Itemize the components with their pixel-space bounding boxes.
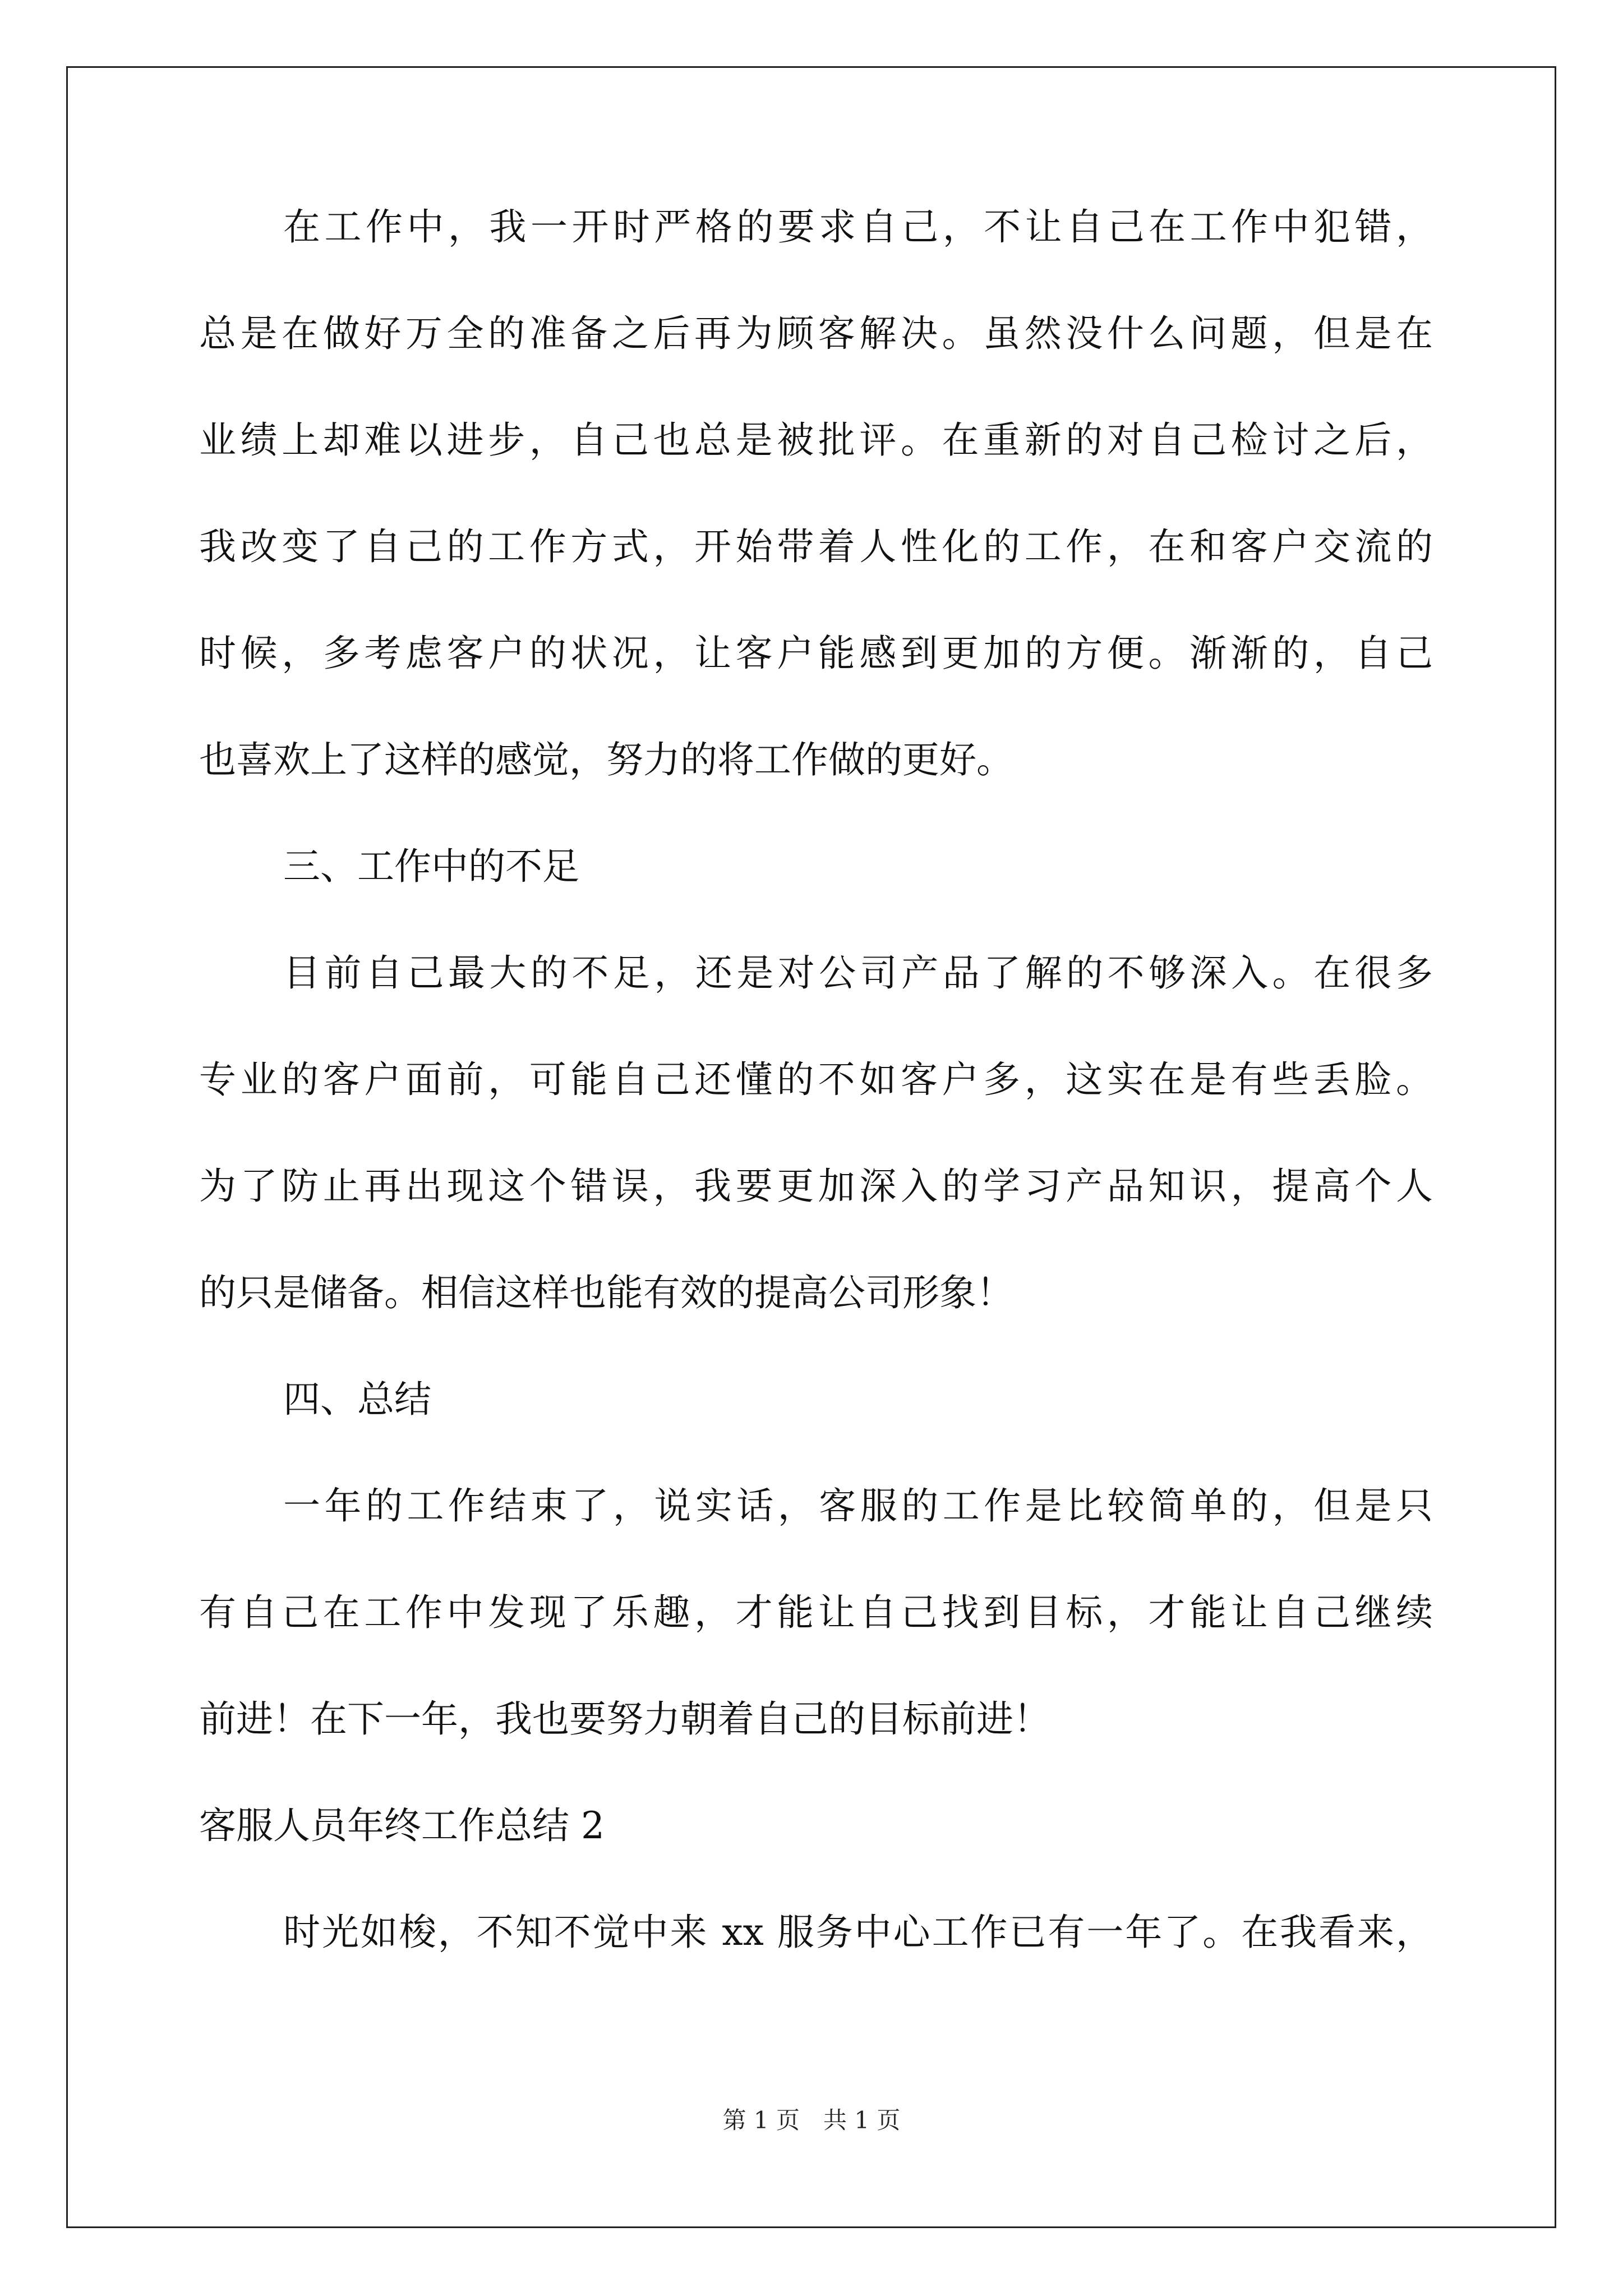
paragraph-line: 在工作中，我一开时严格的要求自己，不让自己在工作中犯错，: [283, 205, 1433, 249]
paragraph-line: 一年的工作结束了，说实话，客服的工作是比较简单的，但是只: [283, 1484, 1433, 1527]
page-number: 第 1 页 共 1 页: [722, 2106, 901, 2134]
paragraph-line: 时候，多考虑客户的状况，让客户能感到更加的方便。渐渐的，自己: [199, 632, 1433, 675]
paragraph-line: 前进！在下一年，我也要努力朝着自己的目标前进！: [199, 1697, 1050, 1741]
paragraph-line: 的只是储备。相信这样也能有效的提高公司形象！: [199, 1271, 1013, 1314]
paragraph-line: 总是在做好万全的准备之后再为顾客解决。虽然没什么问题，但是在: [199, 312, 1433, 355]
section-heading: 三、工作中的不足: [283, 845, 579, 888]
section-heading: 四、总结: [283, 1378, 431, 1421]
paragraph-line: 目前自己最大的不足，还是对公司产品了解的不够深入。在很多: [283, 951, 1433, 995]
paragraph-line: 为了防止再出现这个错误，我要更加深入的学习产品知识，提高个人: [199, 1165, 1433, 1208]
paragraph-line: 我改变了自己的工作方式，开始带着人性化的工作，在和客户交流的: [199, 525, 1433, 568]
paragraph-line: 也喜欢上了这样的感觉，努力的将工作做的更好。: [199, 738, 1013, 781]
paragraph-line: 有自己在工作中发现了乐趣，才能让自己找到目标，才能让自己继续: [199, 1591, 1433, 1634]
document-title: 客服人员年终工作总结 2: [199, 1804, 605, 1847]
paragraph-line: 专业的客户面前，可能自己还懂的不如客户多，这实在是有些丢脸。: [199, 1058, 1433, 1101]
paragraph-line: 业绩上却难以进步，自己也总是被批评。在重新的对自己检讨之后，: [199, 418, 1433, 462]
page-border: [66, 66, 1556, 2228]
paragraph-line: 时光如梭，不知不觉中来 xx 服务中心工作已有一年了。在我看来，: [283, 1911, 1433, 1954]
